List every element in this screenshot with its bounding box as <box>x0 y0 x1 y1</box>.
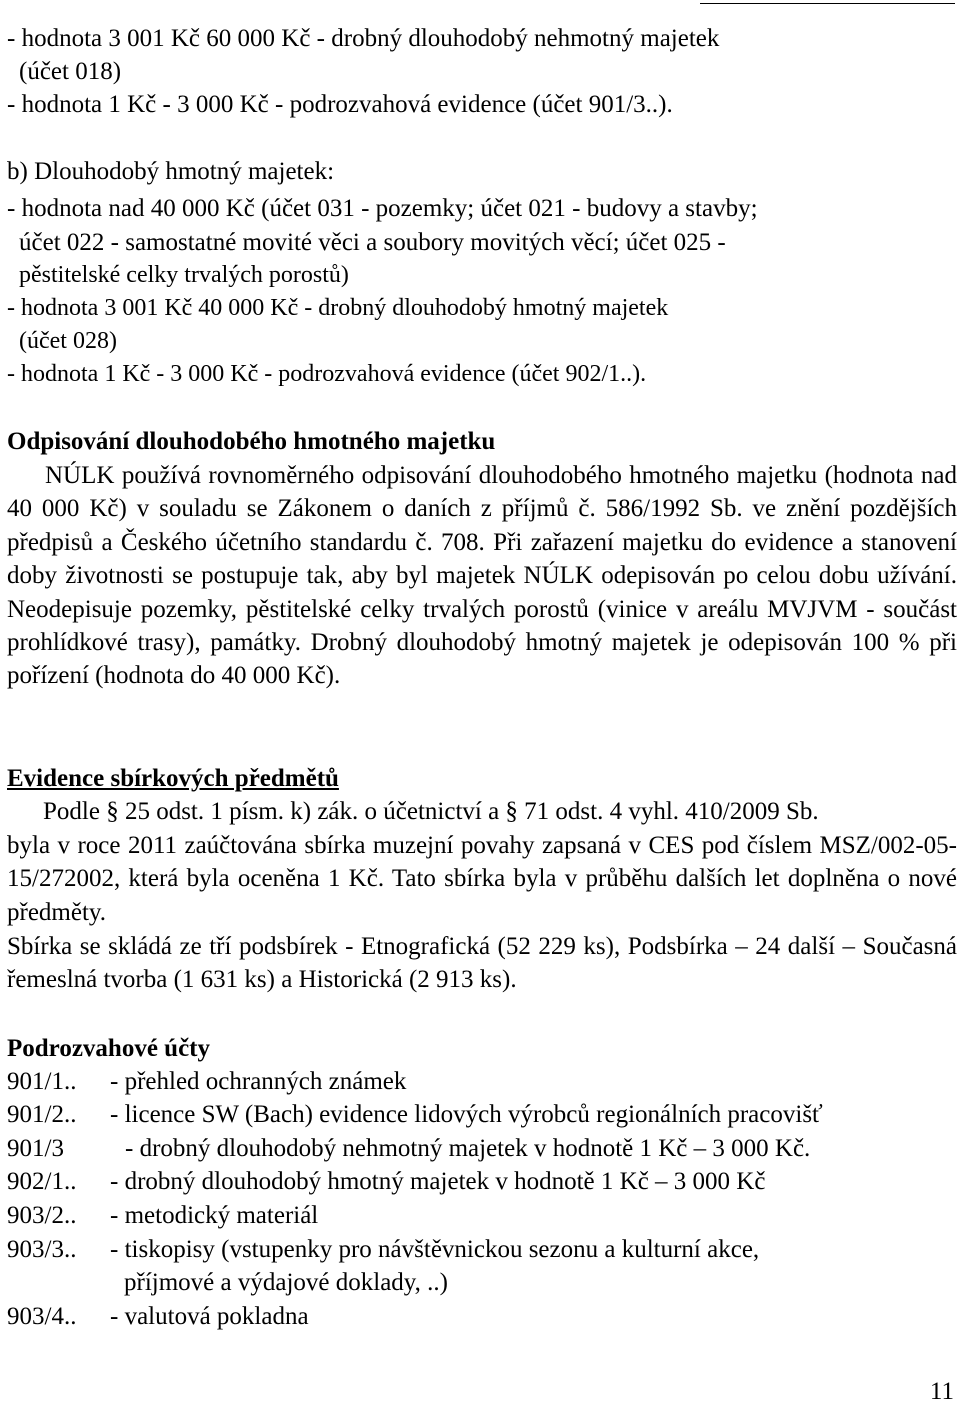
section-b-line-2: účet 022 - samostatné movité věci a soubory movitých věcí; účet 025 - <box>19 229 726 256</box>
account-text: - tiskopisy (vstupenky pro návštěvnickou sezonu a kulturní akce, <box>110 1236 760 1263</box>
section-b-line-6: - hodnota 1 Kč - 3 000 Kč - podrozvahová evidence (účet 902/1..). <box>7 361 647 387</box>
odpisovani-heading: Odpisování dlouhodobého hmotného majetku <box>7 428 496 455</box>
account-row <box>7 1233 759 1266</box>
top-list-line-1: - hodnota 3 001 Kč 60 000 Kč - drobný dlouhodobý nehmotný majetek <box>7 25 720 52</box>
section-b-line-1: - hodnota nad 40 000 Kč (účet 031 - pozemky; účet 021 - budovy a stavby; <box>7 195 758 222</box>
account-code: 901/3 <box>7 1135 64 1162</box>
section-b-line-5: (účet 028) <box>19 328 117 354</box>
account-code: 901/2.. <box>7 1101 77 1128</box>
evidence-text-2: Sbírka se skládá ze tří podsbírek - Etnografická (52 229 ks), Podsbírka – 24 další – Současná řemeslná tvorba (1 631 ks) a Historická (2 913 ks). <box>7 933 957 994</box>
account-text: - přehled ochranných známek <box>110 1068 407 1095</box>
evidence-paragraph-1 <box>7 829 957 929</box>
account-row <box>7 1065 406 1098</box>
top-list-line-2: (účet 018) <box>19 58 122 85</box>
account-row-continuation: příjmové a výdajové doklady, ..) <box>124 1269 448 1296</box>
odpisovani-text: NÚLK používá rovnoměrného odpisování dlouhodobého hmotného majetku (hodnota nad 40 000 Kč) v souladu se Zákonem o daních z příjmů č. 586/1992 Sb. ve znění pozdějších předpisů a Českého účetního standardu č. 708. Při zařazení majetku do evidence a stanovení doby životnosti se postupuje tak, aby byl majetek NÚLK odepisován po celou dobu užívání. Neodepisuje pozemky, pěstitelské celky trvalých porostů (vinice v areálu MVJVM - součást prohlídkové trasy), památky. Drobný dlouhodobý hmotný majetek je odepisován 100 % při pořízení (hodnota do 40 000 Kč). <box>7 462 957 690</box>
section-b-heading: b) Dlouhodobý hmotný majetek: <box>7 158 335 185</box>
evidence-text-1: byla v roce 2011 zaúčtována sbírka muzejní povahy zapsaná v CES pod číslem MSZ/002-05-15/272002, která byla oceněna 1 Kč. Tato sbírka byla v průběhu dalších let doplněna o nové předměty. <box>7 832 957 926</box>
account-row <box>7 1132 810 1165</box>
account-row <box>7 1300 309 1333</box>
odpisovani-paragraph <box>7 459 957 693</box>
header-rule <box>700 3 955 4</box>
account-text: - drobný dlouhodobý hmotný majetek v hodnotě 1 Kč – 3 000 Kč <box>110 1168 766 1195</box>
podrozvahove-heading: Podrozvahové účty <box>7 1035 210 1062</box>
account-code: 901/1.. <box>7 1068 77 1095</box>
account-code: 903/3.. <box>7 1236 77 1263</box>
account-text: - valutová pokladna <box>110 1303 309 1330</box>
evidence-heading: Evidence sbírkových předmětů <box>7 765 339 792</box>
account-code: 903/2.. <box>7 1202 77 1229</box>
account-code: 903/4.. <box>7 1303 77 1330</box>
evidence-paragraph-2 <box>7 930 957 997</box>
top-list-line-3: - hodnota 1 Kč - 3 000 Kč - podrozvahová evidence (účet 901/3..). <box>7 91 673 118</box>
section-b-line-4: - hodnota 3 001 Kč 40 000 Kč - drobný dlouhodobý hmotný majetek <box>7 295 669 321</box>
account-text: - licence SW (Bach) evidence lidových výrobců regionálních pracovišť <box>110 1101 823 1128</box>
account-code: 902/1.. <box>7 1168 77 1195</box>
account-row <box>7 1098 823 1131</box>
account-row <box>7 1165 765 1198</box>
account-text: - drobný dlouhodobý nehmotný majetek v hodnotě 1 Kč – 3 000 Kč. <box>125 1135 811 1162</box>
page-number: 11 <box>929 1378 954 1405</box>
section-b-line-3: pěstitelské celky trvalých porostů) <box>19 262 349 288</box>
account-row <box>7 1199 318 1232</box>
evidence-line-1: Podle § 25 odst. 1 písm. k) zák. o účetnictví a § 71 odst. 4 vyhl. 410/2009 Sb. <box>43 798 819 825</box>
account-text: - metodický materiál <box>110 1202 319 1229</box>
